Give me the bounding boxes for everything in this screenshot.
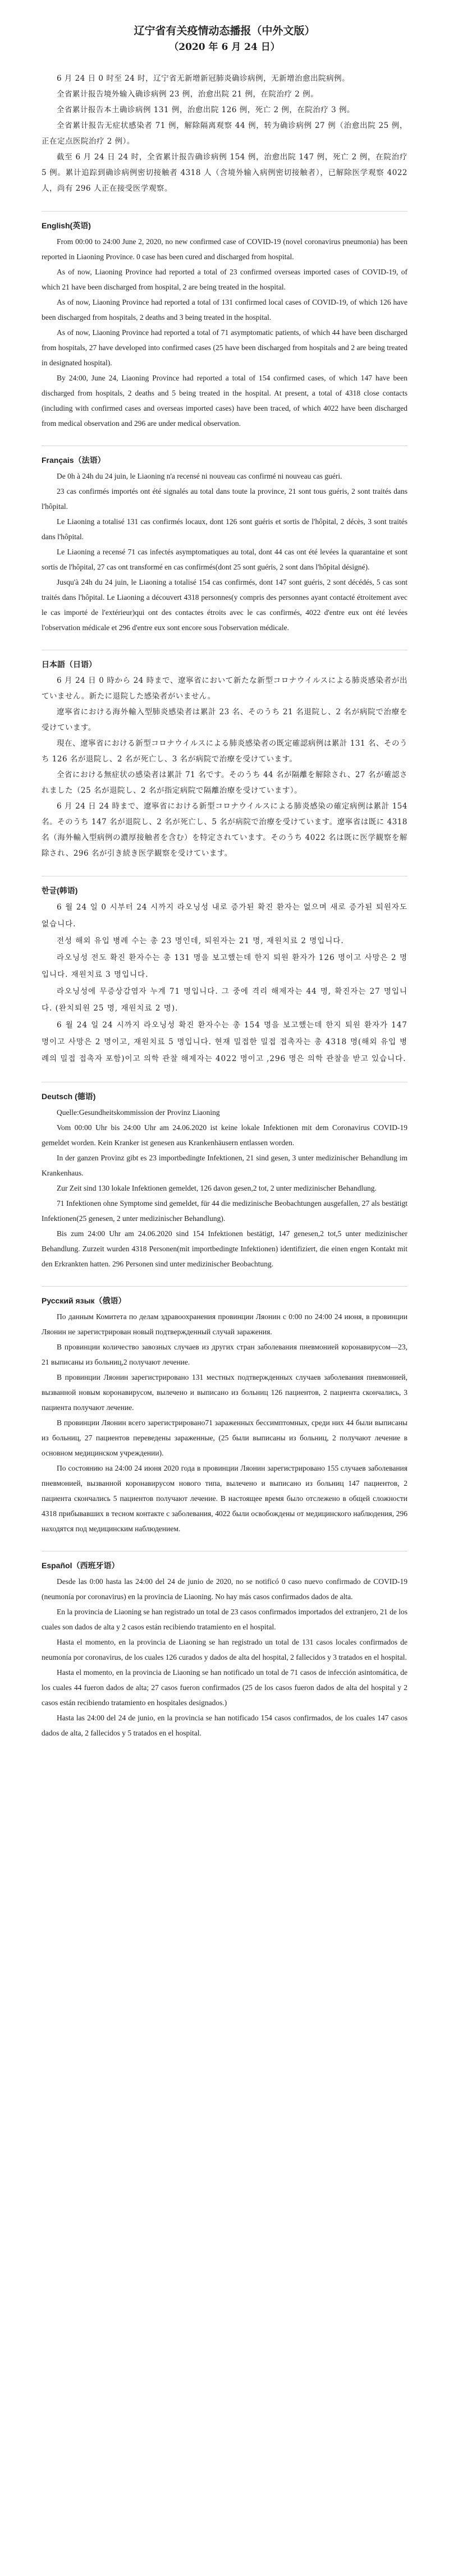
paragraph: In der ganzen Provinz gibt es 23 importbedingte Infektionen, 21 sind gesen, 3 unter medizinischer Behandlung im Krankenhaus. — [42, 1154, 407, 1177]
paragraph: Zur Zeit sind 130 lokale Infektionen gemeldet, 126 davon gesen,2 tot, 2 unter medizinischer Behandlung. — [57, 1184, 377, 1192]
paragraph: 71 Infektionen ohne Symptome sind gemeldet, für 44 die medizinische Beobachtungen ausgefallen, 27 als bestätigt Infektionen(25 genesen, 2 unter medizinischer Behandlung). — [42, 1199, 407, 1223]
paragraph: As of now, Liaoning Province had reported a total of 23 confirmed overseas imported cases of COVID-19, of which 21 have been discharged from hospital, 2 are being treated in the hospital. — [42, 268, 407, 291]
paragraph: 라오닝성 전도 확진 환자수는 총 131 명을 보고했는데 한지 퇴원 환자가 126 명이고 사망은 2 명입니다. 재원치료 3 명입니다. — [42, 953, 407, 979]
paragraph: Jusqu'à 24h du 24 juin, le Liaoning a totalisé 154 cas confirmés, dont 147 sont guéris, 2 sont décédés, 5 cas sont traités dans l'hôpital. Le Liaoning a découvert 4318 personnes(y compris des personnes ayant contacté étroitement avec le cas importé de l'extérieur)qui ont des contactes étroits avec le cas confirmés, 4022 d'entre eux ont été levées l'observation médicale et 296 d'entre eux sont encore sous l'observation médicale. — [42, 578, 407, 632]
paragraph: По состоянию на 24:00 24 июня 2020 года в провинции Ляонин зарегистрировано 155 случаев заболевания пневмонией, вызванной коронавирусом нового типа, вылечено и выписано из больниц 147 пациентов, 2 пациента скончались 5 пациентов получают лечение. В настоящее время было отслежено в общей сложности 4318 прибывавших в тесном контакте с заболевания, 4022 были освобождены от медицинского наблюдения, 296 находятся под медицинским наблюдением. — [42, 1464, 407, 1533]
section-en — [42, 211, 407, 431]
paragraph: 6 月 24 日 0 时至 24 时，辽宁省无新增新冠肺炎确诊病例，无新增治愈出院病例。 — [57, 74, 350, 83]
paragraph: Le Liaoning a totalisé 131 cas confirmés locaux, dont 126 sont guéris et sortis de l'hôpital, 2 décès, 3 sont traités dans l'hôpital. — [42, 517, 407, 541]
paragraph: 現在、遼寧省における新型コロナウイルスによる肺炎感染者の既定確認病例は累計 131 名、そのうち 126 名が退院し、2 名が死亡し、3 名が病院で治療を受けています。 — [42, 739, 407, 764]
paragraph: Desde las 0:00 hasta las 24:00 del 24 de junio de 2020, no se notificó 0 caso nuevo confirmado de COVID-19 (neumonía por coronavirus) en la provincia de Liaoning. No hay más casos confirmados dados de alta. — [42, 1577, 407, 1601]
paragraph: 遼寧省における海外輸入型肺炎感染者は累計 23 名、そのうち 21 名退院し、2 名が病院で治療を受けています。 — [42, 708, 407, 732]
section-heading: 日本語（日语） — [42, 650, 407, 671]
paragraph: Vom 00:00 Uhr bis 24:00 Uhr am 24.06.2020 ist keine lokale Infektionen mit dem Coronavirus COVID-19 gemeldet worden. Kein Kranker ist genesen aus Krankenhäusern entlassen worden. — [42, 1123, 407, 1147]
paragraph: Hasta las 24:00 del 24 de junio, en la provincia se han notificado 154 casos confirmados, de los cuales 147 casos dados de alta, 2 fallecidos y 5 tratados en el hospital. — [42, 1714, 407, 1737]
sections-container — [42, 71, 407, 1741]
paragraph: Bis zum 24:00 Uhr am 24.06.2020 sind 154 Infektionen bestätigt, 147 genesen,2 tot,5 unter medizinischer Behandlung. Zurzeit wurden 4318 Personen(mit importbedingte Infektionen) identifiziert, die einen engen Kontakt mit den Erkrankten hatten. 296 Personen sind unter medizinischer Beobachtung. — [42, 1229, 407, 1268]
paragraph: 全省累计报告本土确诊病例 131 例，治愈出院 126 例，死亡 2 例，在院治疗 3 例。 — [57, 105, 355, 114]
paragraph: 6 月 24 日 0 時から 24 時まで、遼寧省において新たな新型コロナウイルスによる肺炎感染者が出ていません。新たに退院した感染者がいません。 — [42, 676, 407, 701]
section-heading: Deutsch (德语) — [42, 1082, 407, 1103]
paragraph: Hasta el momento, en la provincia de Liaoning se han registrado un total de 131 casos locales confirmados de neumonía por coronavirus, de los cuales 126 curados y dados de alta del hospital, 2 fallecidos y 3 tratados en el hospital. — [42, 1638, 407, 1661]
section-fr — [42, 446, 407, 635]
section-ru — [42, 1286, 407, 1536]
section-de — [42, 1082, 407, 1271]
section-heading: Français（法语） — [42, 446, 407, 466]
paragraph: De 0h à 24h du 24 juin, le Liaoning n'a recensé ni nouveau cas confirmé ni nouveau cas guéri. — [57, 472, 342, 480]
paragraph: As of now, Liaoning Province had reported a total of 71 asymptomatic patients, of which 44 have been discharged from hospitals, 27 have developed into confirmed cases (25 have been discharged from hospitals and 2 are being treated in designated hospital). — [42, 328, 407, 367]
paragraph: 全省累计报告无症状感染者 71 例，解除隔离观察 44 例，转为确诊病例 27 例（治愈出院 25 例，正在定点医院治疗 2 例）。 — [42, 121, 407, 146]
section-heading: Español（西班牙语） — [42, 1551, 407, 1572]
paragraph: 23 cas confirmés importés ont été signalés au total dans toute la province, 21 sont tous guéris, 2 sont traités dans l'hôpital. — [42, 487, 407, 511]
section-ja — [42, 650, 407, 861]
paragraph: As of now, Liaoning Province had reported a total of 131 confirmed local cases of COVID-19, of which 126 have been discharged from hospitals, 2 deaths and 3 being treated in the hospital. — [42, 298, 407, 322]
paragraph: 全省累计报告境外输入确诊病例 23 例，治愈出院 21 例，在院治疗 2 例。 — [57, 90, 319, 99]
paragraph: По данным Комитета по делам здравоохранения провинции Ляонин с 0:00 по 24:00 24 июня, в провинции Ляонин не зарегистрирован новый подтвержденный случай заражения. — [42, 1312, 407, 1336]
paragraph: 全省における無症状の感染者は累計 71 名です。そのうち 44 名が隔離を解除され、27 名が確認されました（25 名が退院し、2 名が指定病院で隔離治療を受けています）。 — [42, 770, 407, 795]
paragraph: Quelle:Gesundheitskommission der Provinz Liaoning — [57, 1108, 220, 1117]
section-zh — [42, 71, 407, 196]
paragraph: En la provincia de Liaoning se han registrado un total de 23 casos confirmados importados del extranjero, 21 de los cuales son dados de alta y 2 casos están recibiendo tratamiento en el hospital. — [42, 1608, 407, 1631]
paragraph: В провинции количество завозных случаев из других стран заболевания пневмонией коронавирусом—23, 21 выписаны из больниц,2 получают лечение. — [42, 1343, 407, 1366]
paragraph: Le Liaoning a recensé 71 cas infectés asymptomatiques au total, dont 44 cas ont été levées la quarantaine et sont sortis de l'hôpital, 27 cas ont transformé en cas confirmés(dont 25 sont guéris, 2 sont dans l'hôpital désigné). — [42, 548, 407, 571]
paragraph: 라오닝성에 무증상감염자 누계 71 명입니다. 그 중에 격리 해제자는 44 명, 확진자는 27 명입니다. (완치퇴원 25 명, 재원치료 2 명). — [42, 987, 407, 1013]
section-heading: Русский язык（俄语） — [42, 1286, 407, 1307]
paragraph: By 24:00, June 24, Liaoning Province had reported a total of 154 confirmed cases, of which 147 have been discharged from hospitals, 2 deaths and 5 being treated in the hospital. At present, a total of 4318 close contacts (including with confirmed cases and overseas imported cases) have been traced, of which 4022 have been discharged from medical observation and 296 are under medical observation. — [42, 374, 407, 428]
section-heading: 한글(韩语) — [42, 876, 407, 897]
paragraph: В провинции Ляонин зарегистрировано 131 местных подтвержденных случаев заболевания пневмонией, вызванной новым коронавирусом, вылечено и выписано из больниц 126 пациентов, 2 пациента скончались, 3 пациента получают лечение. — [42, 1373, 407, 1412]
paragraph: 截至 6 月 24 日 24 时，全省累计报告确诊病例 154 例，治愈出院 147 例，死亡 2 例，在院治疗 5 例。累计追踪到确诊病例密切接触者 4318 人（含境外输入病例密切接触者），已解除医学观察 4022 人，尚有 296 人正在接受医学观察。 — [42, 153, 407, 193]
document-date: （2020 年 6 月 24 日） — [169, 42, 280, 53]
section-ko — [42, 876, 407, 1067]
paragraph: 전성 해외 유입 병례 수는 총 23 명인데, 퇴원자는 21 명, 재원치료 2 명입니다. — [57, 936, 344, 945]
paragraph: From 00:00 to 24:00 June 2, 2020, no new confirmed case of COVID-19 (novel coronavirus pneumonia) has been reported in Liaoning Province. 0 case has been cured and discharged from hospital. — [42, 237, 407, 261]
document-title: 辽宁省有关疫情动态播报（中外文版） — [134, 25, 315, 37]
paragraph: В провинции Ляонин всего зарегистрировано71 зараженных бессимптомных, среди них 44 были выписаны из больниц, 27 пациентов переведены зараженные, (25 были выписаны из больниц, 2 получают лечение в основном медицинском учреждении). — [42, 1418, 407, 1457]
section-heading: English(英语) — [42, 211, 407, 232]
paragraph: 6 月 24 日 24 時まで、遼寧省における新型コロナウイルスによる肺炎感染の確定病例は累計 154 名。そのうち 147 名が退院し、2 名が死亡し、5 名が病院で治療を受けています。遼寧省は既に 4318 名（海外輸入型病例の濃厚接触者を含む）を特定されています。そのうち 4022 名は既に医学観察を解除され、296 名が引き続き医学観察を受けています。 — [42, 802, 407, 858]
paragraph: 6 월 24 일 0 시부터 24 시까지 라오닝성 내로 증가된 확진 환자는 없으며 새로 증가된 퇴원자도 없습니다. — [42, 903, 407, 929]
section-es — [42, 1551, 407, 1741]
paragraph: 6 월 24 일 24 시까지 라오닝성 확진 환자수는 총 154 명을 보고했는데 한지 퇴원 환자가 147 명이고 사망은 2 명이고, 재원치료 5 명입니다. 현재 밀접한 밀접 접촉자는 총 4318 명(해외 유입 병례의 밀접 접촉자 포함)이고 의학 관찰 해제자는 4022 명이고 ,296 명은 의학 관찰을 받고 있습니다. — [42, 1021, 407, 1063]
paragraph: Hasta el momento, en la provincia de Liaoning se han notificado un total de 71 casos de infección asintomática, de los cuales 44 fueron dados de alta; 27 casos fueron confirmados (25 de los casos fueron dados de alta del hospital y 2 casos están recibiendo tratamiento en hospitales designados.) — [42, 1668, 407, 1707]
